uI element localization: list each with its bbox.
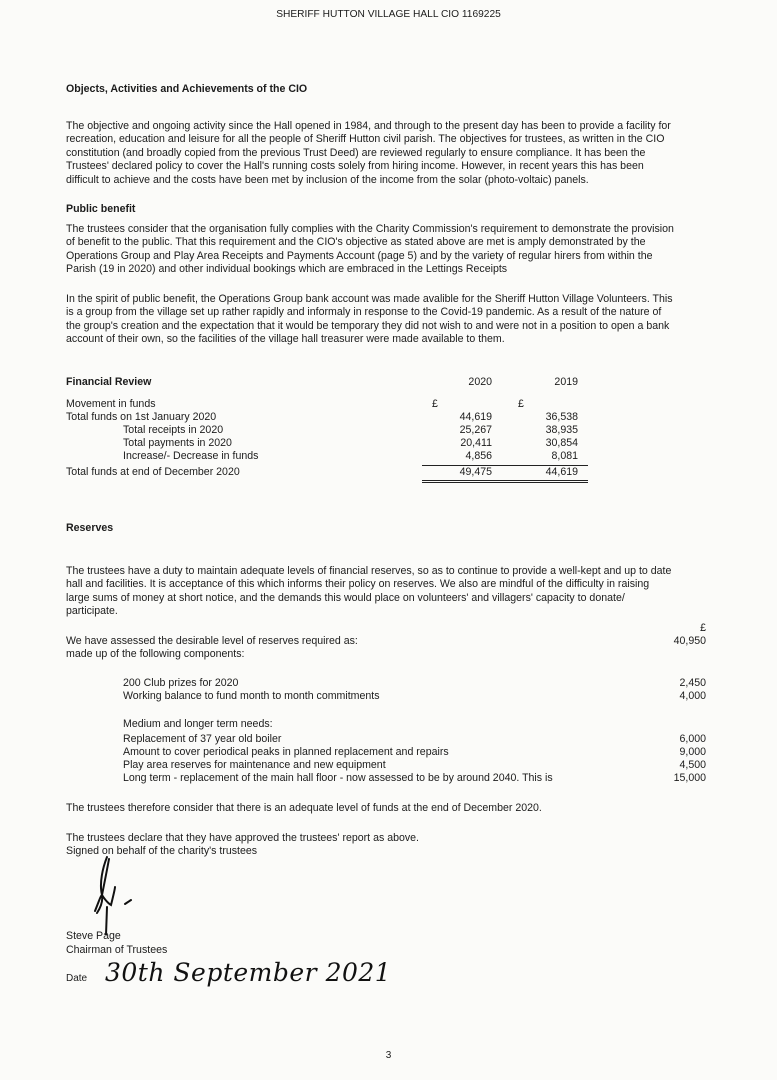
reserve-item [66, 690, 706, 703]
declaration-line-2: Signed on behalf of the charity's trustees [66, 845, 258, 857]
financial-review-heading: Financial Review [66, 376, 152, 388]
column-2020-header: 2020 [468, 376, 492, 388]
reserve-item [66, 677, 706, 690]
text-line: large sums of money at short notice, and the demands this would place on volunteers' and villagers' capacity to donate/ [66, 591, 625, 604]
text-line: Operations Group and Play Area Receipts and Payments Account (page 5) and by the variety of regular hirers from within the [66, 249, 653, 262]
medium-term-heading-row [66, 718, 706, 731]
financial-row-total [66, 466, 586, 479]
financial-row [66, 398, 586, 411]
signatory-name: Steve Page [66, 930, 121, 942]
column-2019-header: 2019 [554, 376, 578, 388]
text-line: The trustees consider that the organisation fully complies with the Charity Commission's requirement to demonstrate the provision [66, 223, 674, 235]
financial-row [66, 450, 586, 463]
row-label: Movement in funds [66, 398, 156, 410]
text-line: The objective and ongoing activity since the Hall opened in 1984, and through to the present day has been to provide a facility for [66, 120, 671, 132]
text-line: constitution (and broadly copied from the previous Trust Deed) are reviewed regularly to ensure compliance. It has been the [66, 146, 646, 159]
text-line: is a group from the village set up rather rapidly and informaly in response to the Covid-19 pandemic. As a result of the nature of [66, 306, 662, 319]
declaration-line-1: The trustees declare that they have approved the trustees' report as above. [66, 832, 420, 844]
item-label: Replacement of 37 year old boiler [123, 733, 282, 745]
text-line: the group's creation and the expectation that it would be temporary they did not wish to and were not in a position to open a bank [66, 319, 670, 332]
reserve-item [66, 733, 706, 746]
assessed-reserves-row [66, 635, 706, 648]
text-line: Trustees' declared policy to cover the Hall's running costs solely from hiring income. However, in recent years this has been [66, 160, 644, 173]
reserves-heading: Reserves [66, 522, 114, 534]
text-line: participate. [66, 605, 118, 618]
item-value: 9,000 [679, 746, 706, 758]
text-line: account of their own, so the facilities of the village hall treasurer were made available to them. [66, 333, 505, 346]
text-line: difficult to achieve and the costs have been met by inclusion of the income from the solar (photo-voltaic) panels. [66, 173, 589, 186]
item-value: 15,000 [673, 772, 706, 784]
medium-term-label: Medium and longer term needs: [123, 718, 273, 730]
date-label: Date [66, 973, 88, 984]
row-label: Total funds on 1st January 2020 [66, 411, 217, 423]
public-benefit-paragraph-2 [66, 293, 716, 347]
value-2020: 4,856 [465, 450, 492, 462]
value-2019: 30,854 [545, 437, 578, 449]
currency-symbol: £ [700, 622, 706, 634]
reserves-conclusion: The trustees therefore consider that there is an adequate level of funds at the end of December 2020. [66, 802, 542, 814]
row-label: Total funds at end of December 2020 [66, 466, 240, 478]
reserve-item [66, 759, 706, 772]
value-2019: 44,619 [545, 466, 578, 478]
value-2019: 36,538 [545, 411, 578, 423]
reserve-item [66, 746, 706, 759]
value-2019: £ [518, 398, 524, 410]
value-2019: 8,081 [551, 450, 578, 462]
text-line: hall and facilities. It is acceptance of this which informs their policy on reserves. We also are mindful of the difficulty in raising [66, 578, 650, 591]
page-header-title: SHERIFF HUTTON VILLAGE HALL CIO 1169225 [276, 9, 501, 20]
row-label: Total payments in 2020 [123, 437, 232, 449]
reserve-item [66, 772, 706, 785]
assessed-value: 40,950 [673, 635, 706, 647]
handwritten-signature-icon [85, 855, 165, 935]
item-label: Working balance to fund month to month commitments [123, 690, 380, 702]
item-value: 2,450 [679, 677, 706, 689]
item-label: Play area reserves for maintenance and new equipment [123, 759, 386, 771]
components-label: made up of the following components: [66, 648, 245, 660]
row-label: Total receipts in 2020 [123, 424, 224, 436]
item-label: 200 Club prizes for 2020 [123, 677, 239, 689]
financial-row [66, 411, 586, 424]
reserves-intro [66, 565, 716, 619]
objects-paragraph [66, 120, 716, 187]
public-benefit-heading: Public benefit [66, 203, 136, 215]
financial-row [66, 437, 586, 450]
handwritten-date: 30th September 2021 [105, 958, 392, 987]
signatory-role: Chairman of Trustees [66, 944, 168, 956]
item-label: Amount to cover periodical peaks in planned replacement and repairs [123, 746, 449, 758]
item-value: 4,000 [679, 690, 706, 702]
page-number: 3 [385, 1050, 392, 1061]
value-2020: 44,619 [459, 411, 492, 423]
text-line: The trustees have a duty to maintain adequate levels of financial reserves, so as to continue to provide a well-kept and up to date [66, 565, 672, 577]
value-2019: 38,935 [545, 424, 578, 436]
value-2020: 49,475 [459, 466, 492, 478]
text-line: of benefit to the public. That this requirement and the CIO's objective as stated above are met is amply demonstrated by the [66, 236, 646, 249]
value-2020: £ [432, 398, 438, 410]
item-value: 4,500 [679, 759, 706, 771]
text-line: Parish (19 in 2020) and other individual bookings which are embraced in the Lettings Receipts [66, 263, 508, 276]
assessed-label: We have assessed the desirable level of reserves required as: [66, 635, 358, 647]
value-2020: 20,411 [460, 437, 492, 449]
financial-review-header [66, 376, 586, 389]
components-row [66, 648, 706, 661]
currency-row [66, 622, 706, 635]
total-double-rule [422, 480, 588, 483]
text-line: In the spirit of public benefit, the Operations Group bank account was made avalible for the Sheriff Hutton Village Volunteers. This [66, 293, 673, 305]
financial-row [66, 424, 586, 437]
value-2020: 25,267 [459, 424, 492, 436]
row-label: Increase/- Decrease in funds [123, 450, 259, 462]
public-benefit-paragraph-1 [66, 223, 716, 277]
item-label: Long term - replacement of the main hall floor - now assessed to be by around 2040. This is [123, 772, 553, 784]
text-line: recreation, education and leisure for all the people of Sheriff Hutton civil parish. The objectives for trustees, as written in the CIO [66, 133, 665, 146]
item-value: 6,000 [679, 733, 706, 745]
objects-heading: Objects, Activities and Achievements of the CIO [66, 83, 308, 95]
